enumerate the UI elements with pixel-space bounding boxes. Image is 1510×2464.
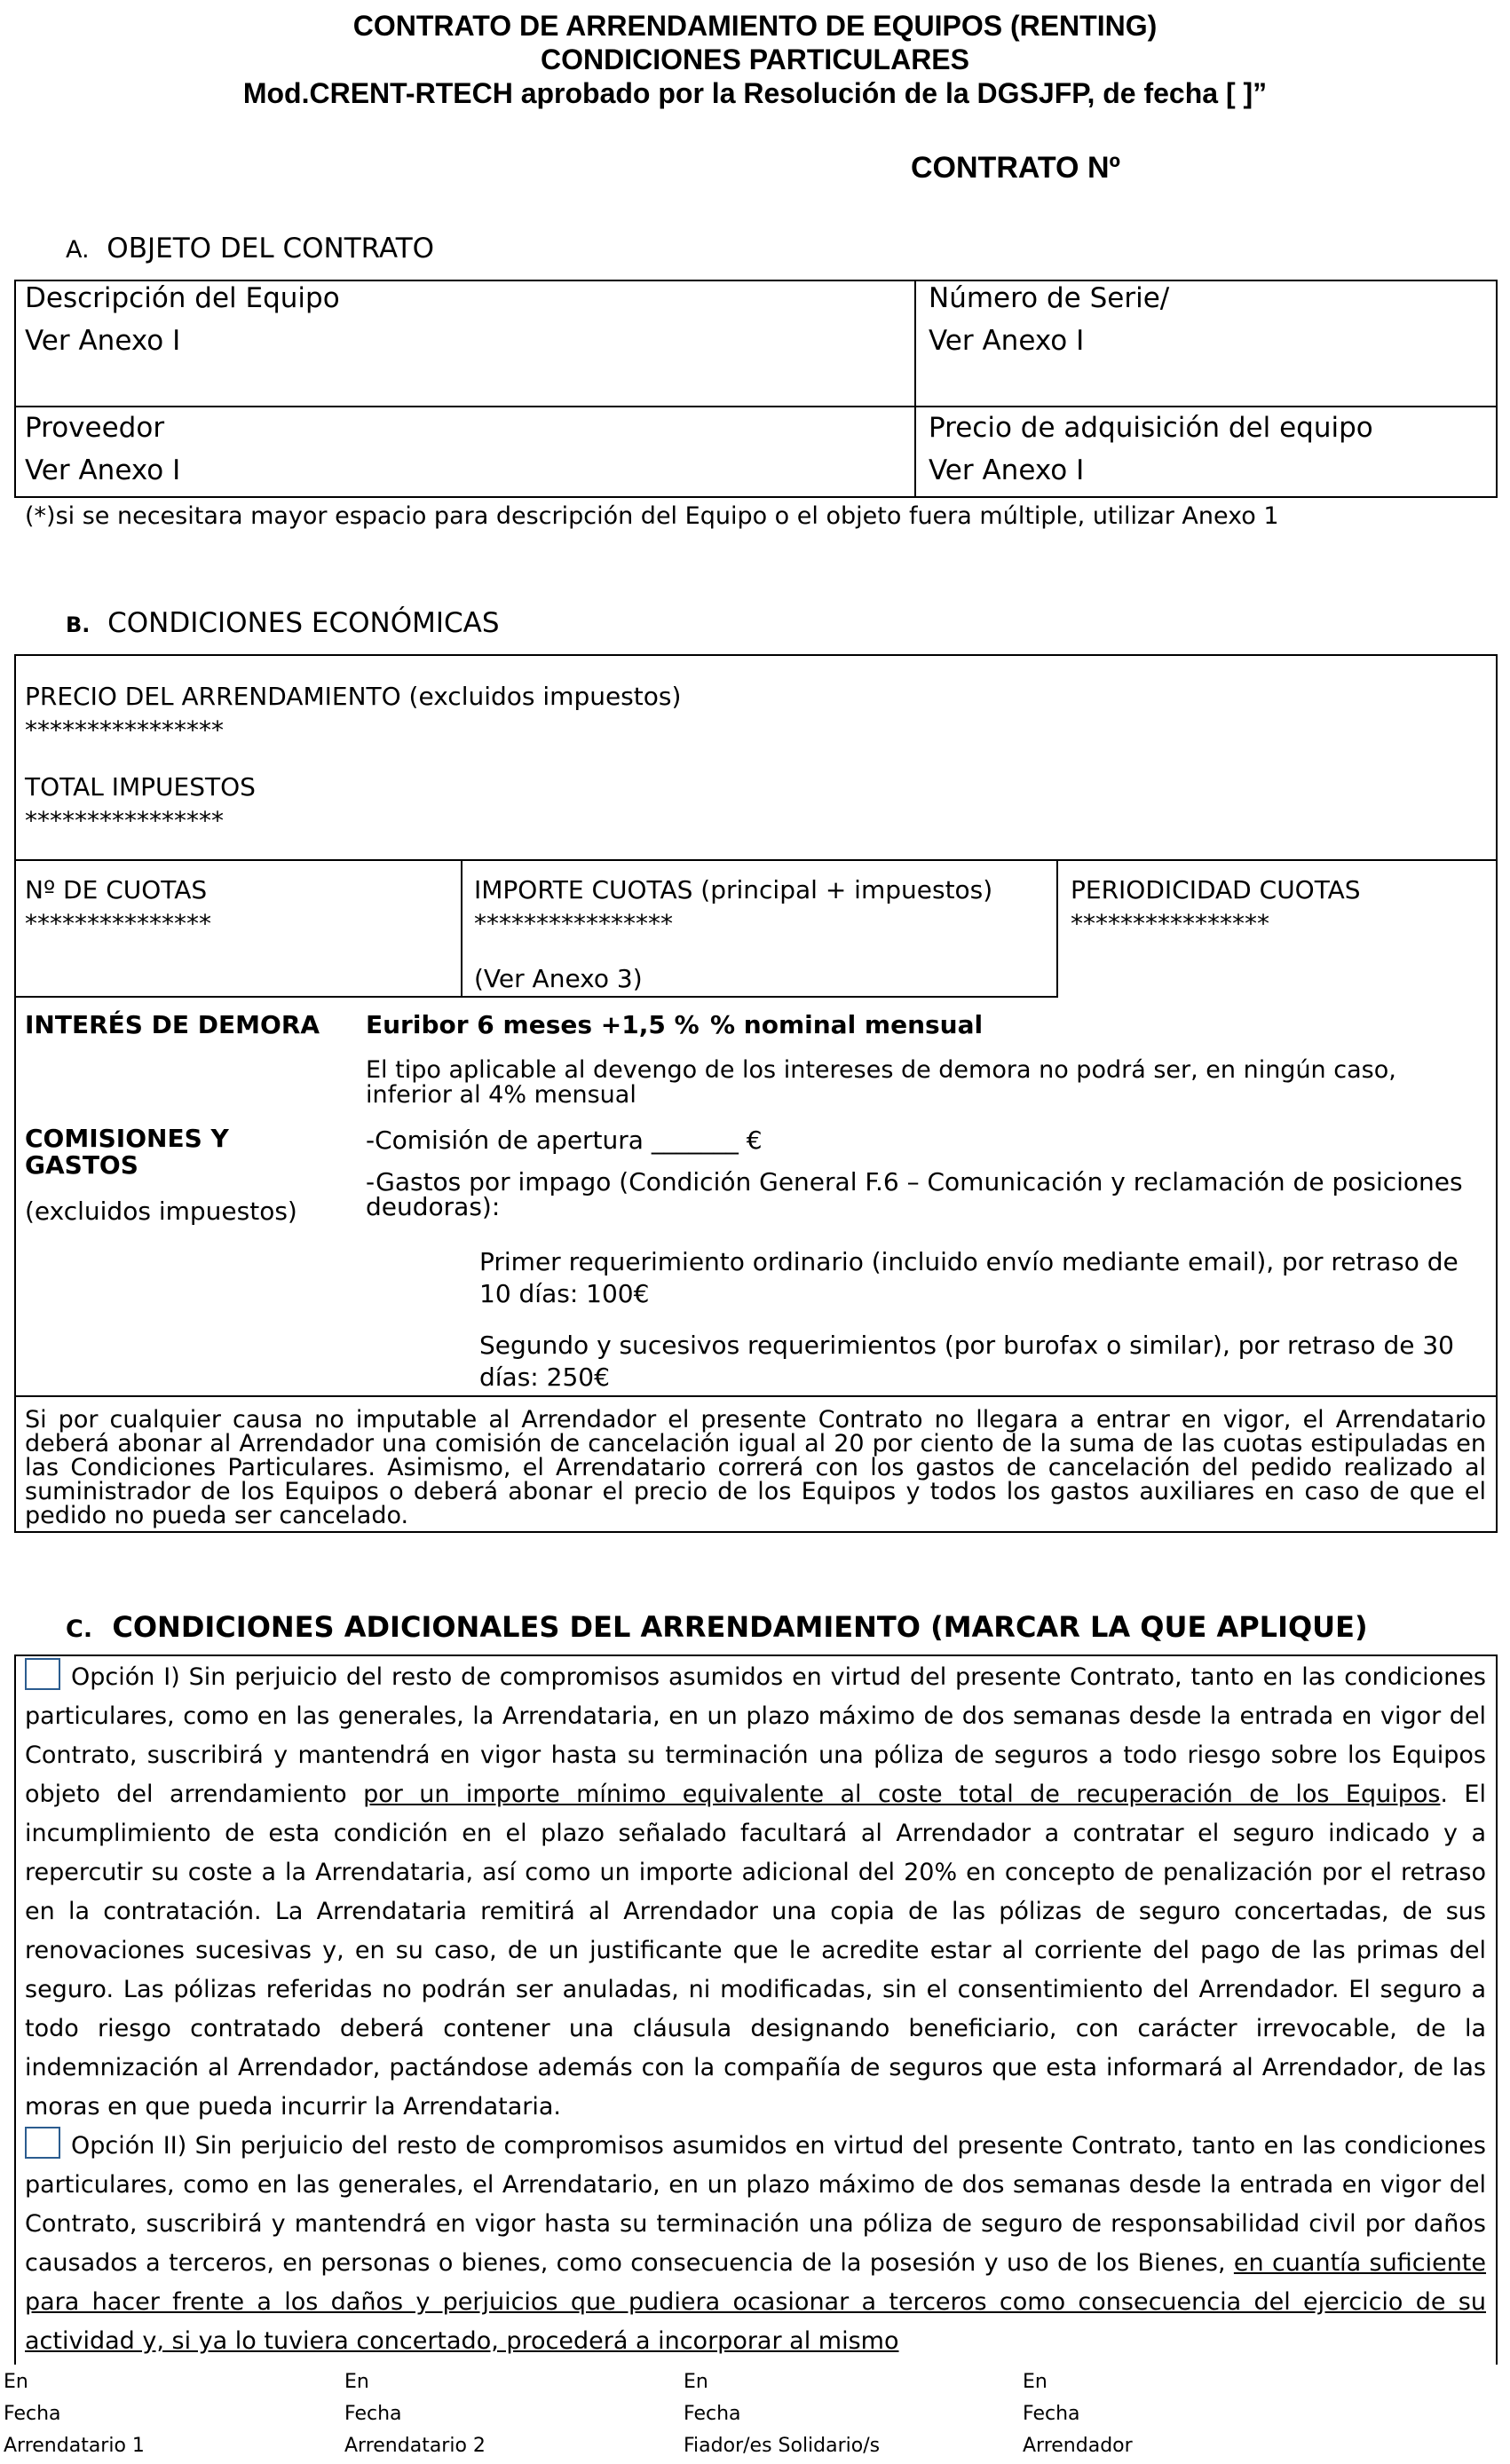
section-a-note: (*)si se necesitara mayor espacio para descripción del Equipo o el objeto fuera múltiple, utilizar Anexo 1: [25, 502, 1279, 530]
signature-role: Fiador/es Solidario/s: [684, 2435, 881, 2457]
quotas-value: ***************: [25, 909, 211, 938]
signature-date: Fecha: [1023, 2403, 1080, 2425]
option-1-text-a: Opción I) Sin perjuicio del resto de compromisos asumidos en virtud del presente Contrato, tanto en las condiciones particulares, como en las generales, la Arrendataria, en un plazo máximo de dos semanas desde la entrada en vigor del Contrato, suscribirá y mantendrá en vigor hasta su terminación una póliza de seguros a todo riesgo sobre los Equipos objeto del arrendamiento: [25, 1663, 1486, 1808]
signature-footer: [0, 2365, 1510, 2464]
interest-value: Euribor 6 meses +1,5 %: [366, 1010, 700, 1039]
doc-subtitle: CONDICIONES PARTICULARES: [541, 43, 969, 75]
total-taxes-value: ****************: [25, 806, 224, 835]
interest-unit: % nominal mensual: [710, 1010, 984, 1039]
supplier-value: Ver Anexo I: [25, 454, 181, 486]
fee-second-request: Segundo y sucesivos requerimientos (por burofax o similar), por retraso de 30 días: 250€: [479, 1331, 1454, 1392]
section-c-heading: [66, 1610, 1368, 1644]
serial-value: Ver Anexo I: [929, 325, 1085, 357]
price-value: Ver Anexo I: [929, 454, 1085, 486]
quota-period-value: ****************: [1071, 909, 1269, 938]
quota-amount-label: IMPORTE CUOTAS (principal + impuestos): [474, 875, 993, 904]
signature-role: Arrendador: [1023, 2435, 1133, 2457]
signature-place: En: [344, 2371, 369, 2393]
option-2-text-underlined: en cuantía suficiente para hacer frente a los daños y perjuicios que pudiera ocasionar a terceros como consecuencia del ejercicio de su actividad y, si ya lo tuviera concertado, procederá a incorporar al mismo: [25, 2249, 1487, 2355]
section-b-col-divider-1: [461, 859, 462, 998]
rent-price-title: PRECIO DEL ARRENDAMIENTO: [25, 682, 401, 711]
rent-price-value: ****************: [25, 715, 224, 745]
price-label: Precio de adquisición del equipo: [929, 412, 1373, 444]
option-1-text-b: . El incumplimiento de esta condición en el plazo señalado facultará al Arrendador a contratar el seguro indicado y a repercutir su coste a la Arrendataria, así como un importe adicional del 20% en concepto de penalización por el retraso en la contratación. La Arrendataria remitirá al Arrendador una copia de las pólizas de seguro concertadas, de sus renovaciones sucesivas y, en su caso, de un justificante que le acredite estar al corriente del pago de las primas del seguro. Las pólizas referidas no podrán ser anuladas, ni modificadas, sin el consentimiento del Arrendador. El seguro a todo riesgo contratado deberá contener una cláusula designando beneficiario, con carácter irrevocable, de la indemnización al Arrendador, pactándose además con la compañía de seguros que esta informará al Arrendador, de las moras en que pueda incurrir la Arrendataria.: [25, 1781, 1486, 2120]
section-b-letter: B.: [66, 612, 91, 637]
signature-place: En: [684, 2371, 708, 2393]
doc-model: Mod.CRENT-RTECH aprobado por la Resolución de la DGSJFP, de fecha [ ]”: [242, 77, 1268, 109]
quota-period-label: PERIODICIDAD CUOTAS: [1071, 875, 1361, 904]
doc-title: CONTRATO DE ARRENDAMIENTO DE EQUIPOS (RENTING): [352, 10, 1158, 42]
quotas-label: Nº DE CUOTAS: [25, 875, 208, 904]
fees-label-1: COMISIONES Y: [25, 1124, 229, 1153]
supplier-label: Proveedor: [25, 412, 165, 444]
section-a-heading: [66, 233, 434, 265]
option-2-text-a: Opción II) Sin perjuicio del resto de compromisos asumidos en virtud del presente Contrato, tanto en las condiciones particulares, como en las generales, el Arrendatario, en un plazo máximo de dos semanas desde la entrada en vigor del Contrato, suscribirá y mantendrá en vigor hasta su terminación una póliza de seguro de responsabilidad civil por daños causados a terceros, en personas o bienes, como consecuencia de la posesión y uso de los Bienes,: [25, 2132, 1486, 2277]
section-b-divider-cancellation: [14, 1395, 1498, 1397]
section-a-col-divider: [914, 280, 916, 498]
fee-first-request: Primer requerimiento ordinario (incluido envío mediante email), por retraso de 10 días: 100€: [479, 1247, 1459, 1308]
option-2-checkbox[interactable]: [25, 2127, 60, 2159]
serial-label: Número de Serie/: [929, 282, 1170, 314]
interest-note: El tipo aplicable al devengo de los intereses de demora no podrá ser, en ningún caso, inferior al 4% mensual: [366, 1056, 1396, 1109]
signature-date: Fecha: [4, 2403, 61, 2425]
equipment-label: Descripción del Equipo: [25, 282, 340, 314]
signature-role: Arrendatario 1: [4, 2435, 145, 2457]
total-taxes-label: TOTAL IMPUESTOS: [25, 772, 256, 802]
section-c-title: CONDICIONES ADICIONALES DEL ARRENDAMIENTO (MARCAR LA QUE APLIQUE): [112, 1610, 1368, 1644]
fees-label-3: (excluidos impuestos): [25, 1196, 297, 1226]
quota-amount-value: ****************: [474, 909, 673, 938]
option-1-text-underlined: por un importe mínimo equivalente al coste total de recuperación de los Equipos: [363, 1781, 1441, 1808]
fees-label-2: GASTOS: [25, 1150, 138, 1180]
section-b-title: CONDICIONES ECONÓMICAS: [107, 607, 500, 639]
cancellation-clause: Si por cualquier causa no imputable al Arrendador el presente Contrato no llegara a entrar en vigor, el Arrendatario deberá abonar al Arrendador una comisión de cancelación igual al 20 por ciento de la suma de las cuotas estipuladas en las Condiciones Particulares. Asimismo, el Arrendatario correrá con los gastos de cancelación del pedido realizado al suministrador de los Equipos o deberá abonar el precio de los Equipos y todos los gastos auxiliares en caso de que el pedido no pueda ser cancelado.: [25, 1406, 1486, 1529]
fee-default: -Gastos por impago (Condición General F.6 – Comunicación y reclamación de posiciones deudoras):: [366, 1167, 1463, 1221]
quota-amount-note: (Ver Anexo 3): [474, 964, 643, 993]
section-b-col-divider-2: [1056, 859, 1058, 998]
fee-opening: -Comisión de apertura _______ €: [366, 1125, 763, 1155]
signature-role: Arrendatario 2: [344, 2435, 486, 2457]
section-a-row-divider: [14, 406, 1498, 407]
signature-block-tenant-2: [344, 2366, 486, 2462]
interest-label: INTERÉS DE DEMORA: [25, 1010, 320, 1039]
rent-price-label: [25, 682, 681, 711]
contract-number-label: CONTRATO Nº: [911, 151, 1120, 185]
section-c-letter: C.: [66, 1615, 93, 1643]
option-1-checkbox[interactable]: [25, 1658, 60, 1690]
equipment-value: Ver Anexo I: [25, 325, 181, 357]
signature-date: Fecha: [684, 2403, 741, 2425]
signature-block-tenant-1: [4, 2366, 145, 2462]
section-a-letter: A.: [66, 236, 90, 264]
section-b-divider-quotas: [14, 859, 1498, 861]
section-a-title: OBJETO DEL CONTRATO: [107, 233, 435, 265]
signature-place: En: [4, 2371, 28, 2393]
signature-place: En: [1023, 2371, 1048, 2393]
section-b-divider-interest: [14, 996, 1058, 998]
signature-block-guarantor: [684, 2366, 880, 2462]
signature-block-lessor: [1023, 2366, 1133, 2462]
section-b-heading: [66, 607, 500, 639]
option-2-paragraph: [25, 2127, 1486, 2361]
signature-date: Fecha: [344, 2403, 402, 2425]
option-1-paragraph: [25, 1658, 1486, 2127]
rent-price-suffix: (excluidos impuestos): [400, 682, 682, 711]
